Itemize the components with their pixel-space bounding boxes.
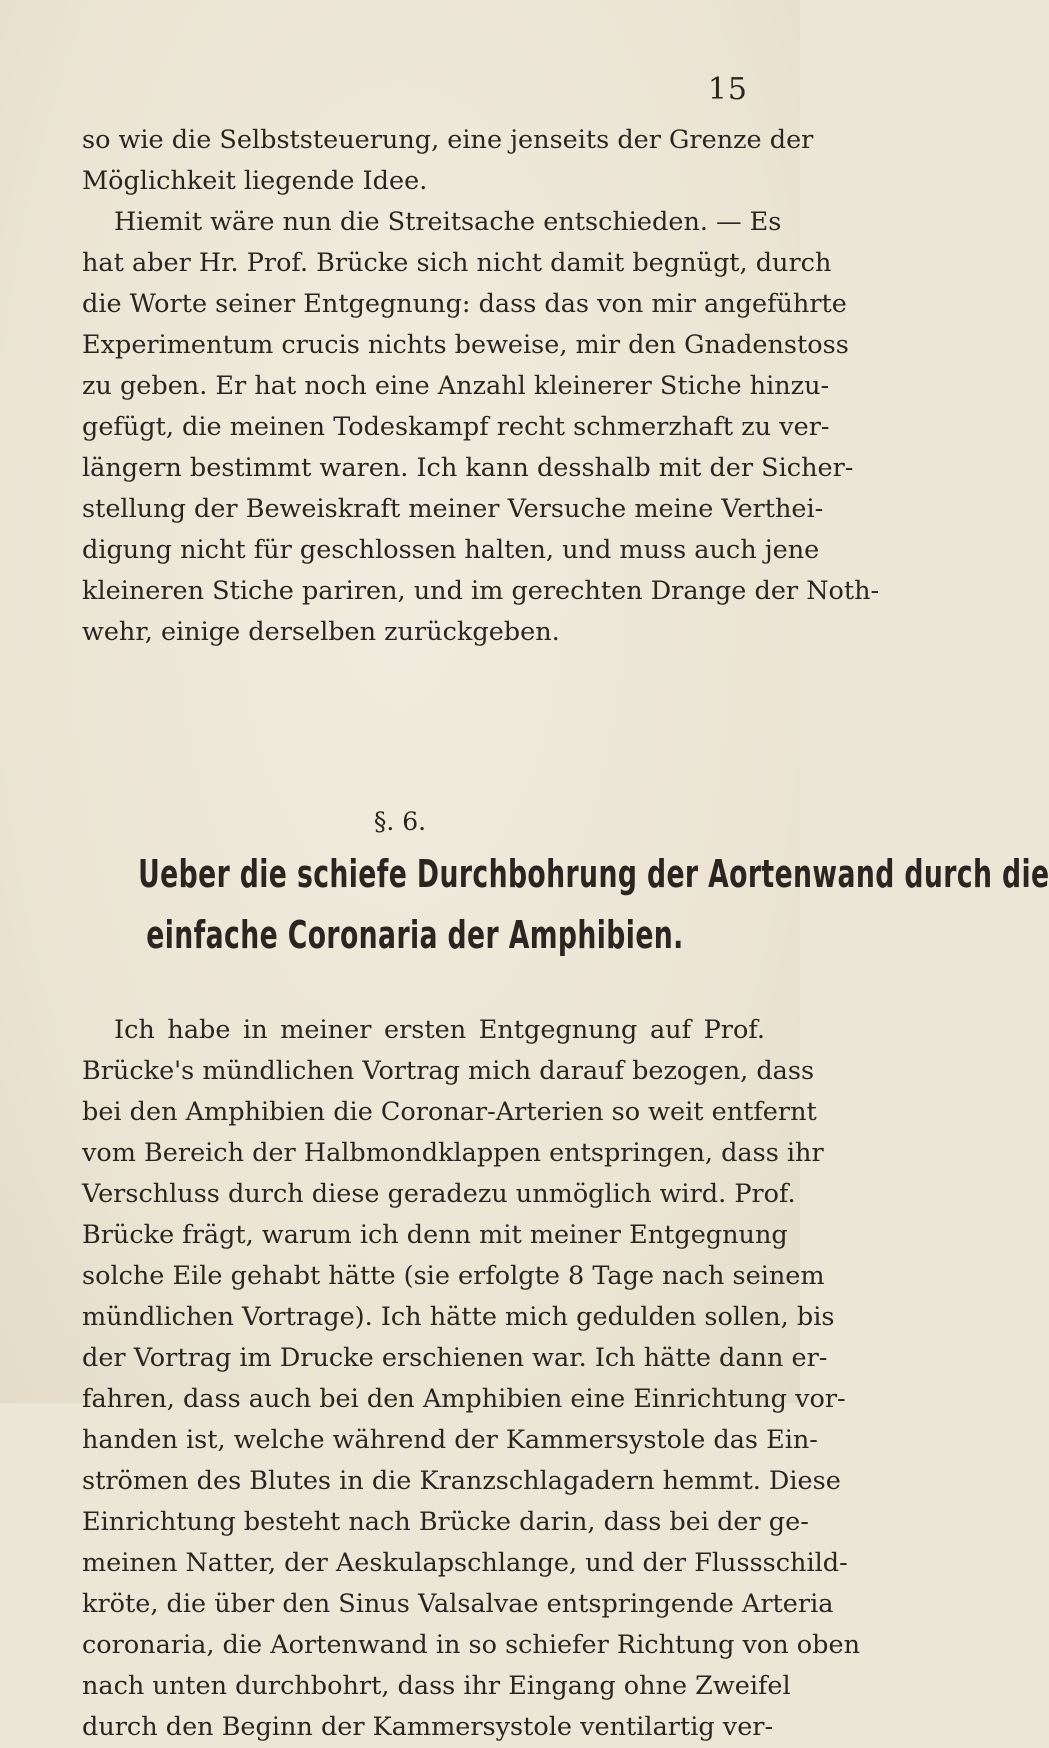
paragraph-3-line: kröte, die über den Sinus Valsalvae entspringende Arteria bbox=[82, 1589, 834, 1619]
paragraph-2-line: längern bestimmt waren. Ich kann desshalb mit der Sicher- bbox=[82, 453, 854, 483]
paragraph-2-line: kleineren Stiche pariren, und im gerechten Drange der Noth- bbox=[82, 576, 880, 606]
paragraph-2-line: wehr, einige derselben zurückgeben. bbox=[82, 617, 560, 647]
paragraph-2-line: zu geben. Er hat noch eine Anzahl kleinerer Stiche hinzu- bbox=[82, 371, 830, 401]
text-block-bottom bbox=[82, 1010, 860, 1748]
paragraph-3-line: Ich habe in meiner ersten Entgegnung auf Prof. bbox=[114, 1015, 765, 1045]
paragraph-3-line: solche Eile gehabt hätte (sie erfolgte 8 Tage nach seinem bbox=[82, 1261, 825, 1291]
section-mark: §. 6. bbox=[373, 807, 427, 836]
paragraph-2-line: Hiemit wäre nun die Streitsache entschieden. — Es bbox=[114, 207, 782, 237]
page-number: 15 bbox=[707, 72, 748, 107]
paragraph-3-line: Brücke's mündlichen Vortrag mich darauf bezogen, dass bbox=[82, 1056, 815, 1086]
paragraph-3-line: handen ist, welche während der Kammersystole das Ein- bbox=[82, 1425, 818, 1455]
paragraph-3-line: fahren, dass auch bei den Amphibien eine Einrichtung vor- bbox=[82, 1384, 846, 1414]
paragraph-3-line: nach unten durchbohrt, dass ihr Eingang ohne Zweifel bbox=[82, 1671, 791, 1701]
text-block-top bbox=[82, 120, 880, 653]
paragraph-2-line: hat aber Hr. Prof. Brücke sich nicht damit begnügt, durch bbox=[82, 248, 832, 278]
paragraph-3-line: Verschluss durch diese geradezu unmöglich wird. Prof. bbox=[82, 1179, 796, 1209]
paragraph-2-line: die Worte seiner Entgegnung: dass das von mir angeführte bbox=[82, 289, 847, 319]
section-heading-line-2: einfache Coronaria der Amphibien. bbox=[146, 913, 684, 957]
paragraph-2-line: Experimentum crucis nichts beweise, mir den Gnadenstoss bbox=[82, 330, 849, 360]
section-heading-line-1: Ueber die schiefe Durchbohrung der Aortenwand durch die bbox=[138, 852, 1049, 896]
paragraph-3-line: coronaria, die Aortenwand in so schiefer Richtung von oben bbox=[82, 1630, 860, 1660]
paragraph-3-line: vom Bereich der Halbmondklappen entspringen, dass ihr bbox=[82, 1138, 824, 1168]
paragraph-2-line: digung nicht für geschlossen halten, und muss auch jene bbox=[82, 535, 820, 565]
paragraph-3-line: Einrichtung besteht nach Brücke darin, dass bei der ge- bbox=[82, 1507, 809, 1537]
paragraph-3-line: mündlichen Vortrage). Ich hätte mich gedulden sollen, bis bbox=[82, 1302, 835, 1332]
paragraph-3-line: durch den Beginn der Kammersystole ventilartig ver- bbox=[82, 1712, 774, 1742]
paragraph-3-line: Brücke frägt, warum ich denn mit meiner Entgegnung bbox=[82, 1220, 788, 1250]
paragraph-3-line: der Vortrag im Drucke erschienen war. Ich hätte dann er- bbox=[82, 1343, 828, 1373]
paragraph-3-line: meinen Natter, der Aeskulapschlange, und der Flussschild- bbox=[82, 1548, 848, 1578]
paragraph-3-line: strömen des Blutes in die Kranzschlagadern hemmt. Diese bbox=[82, 1466, 841, 1496]
paragraph-3-line: bei den Amphibien die Coronar-Arterien so weit entfernt bbox=[82, 1097, 817, 1127]
paragraph-2-line: gefügt, die meinen Todeskampf recht schmerzhaft zu ver- bbox=[82, 412, 830, 442]
paragraph-1-line: so wie die Selbststeuerung, eine jenseits der Grenze der bbox=[82, 125, 814, 155]
paragraph-2-line: stellung der Beweiskraft meiner Versuche meine Verthei- bbox=[82, 494, 824, 524]
paragraph-1-line: Möglichkeit liegende Idee. bbox=[82, 166, 428, 196]
